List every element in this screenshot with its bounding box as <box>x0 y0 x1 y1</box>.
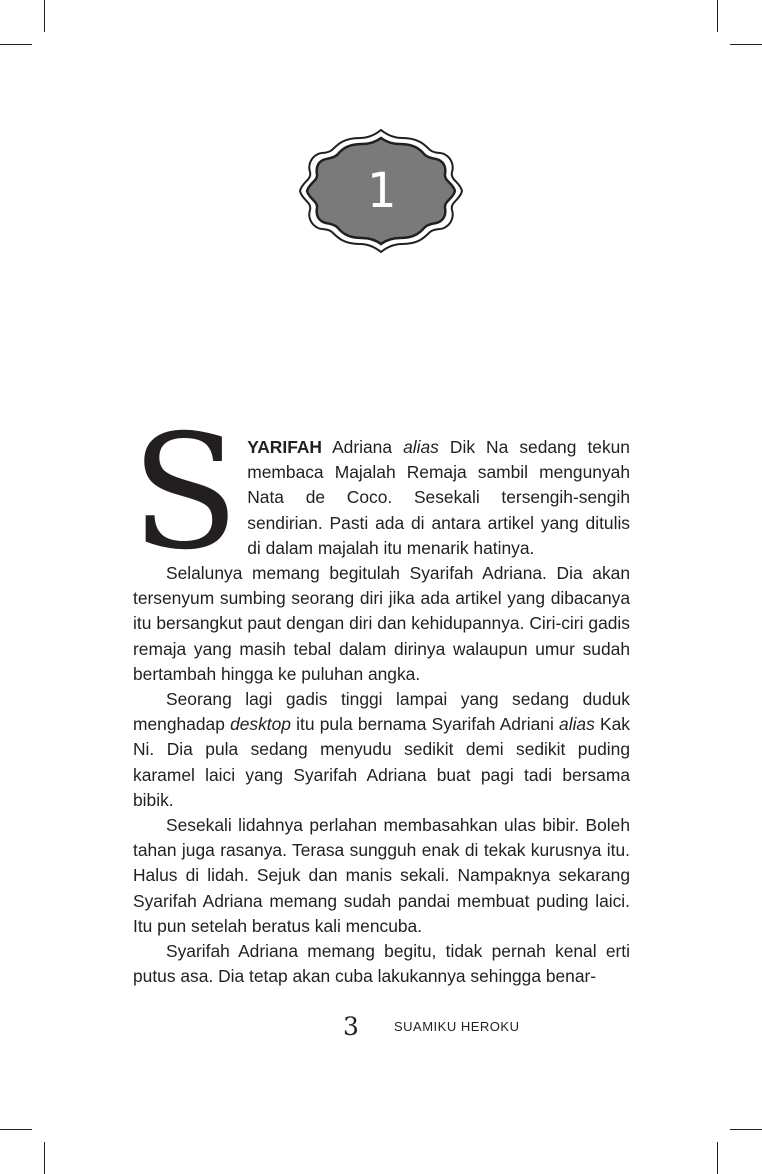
paragraph <box>133 561 630 687</box>
text-segment: Adriana <box>321 437 404 457</box>
crop-mark-top-left-h <box>0 44 32 45</box>
italic-term: alias <box>559 714 595 735</box>
crop-mark-bottom-right-h <box>730 1129 762 1130</box>
text-segment: itu pula bernama Syarifah Adriani <box>290 714 560 735</box>
italic-term: desktop <box>230 714 291 735</box>
chapter-badge <box>296 128 466 254</box>
page-footer <box>0 1012 762 1042</box>
text-segment: Sesekali lidahnya perlahan membasahkan ulas bibir. Boleh tahan juga rasanya. Terasa sungguh enak di tekak kurusnya itu. Halus di lidah. Sejuk dan manis sekali. Nampaknya sekarang Syarifah Adriana memang sudah pandai membuat puding laici. Itu pun setelah beratus kali mencuba. <box>133 815 630 936</box>
paragraph <box>133 813 630 939</box>
crop-mark-top-left <box>44 0 45 32</box>
crop-mark-bottom-left-h <box>0 1129 32 1130</box>
chapter-number: 1 <box>366 163 396 219</box>
paragraph <box>133 687 630 813</box>
text-segment: Seorang lagi gadis tinggi lampai yang sedang duduk menghadap <box>133 689 630 735</box>
text-segment: Selalunya memang begitulah Syarifah Adriana. Dia akan tersenyum sumbing seorang diri jika ada artikel yang dibacanya itu bersangkut paut dengan diri dan kehidupannya. Ciri-ciri gadis remaja yang masih tebal dalam dirinya walaupun umur sudah bertambah hingga ke puluhan angka. <box>133 563 630 684</box>
text-segment: Kak Ni. Dia pula sedang menyudu sedikit demi sedikit puding karamel laici yang Syarifah Adriana buat pagi tadi bersama bibik. <box>133 714 630 810</box>
text-segment: Dik Na sedang tekun membaca Majalah Remaja sambil mengunyah Nata de Coco. Sesekali tersengih-sengih sendirian. Pasti ada di antara artikel yang ditulis di dalam majalah itu menarik hatinya. <box>247 437 630 558</box>
running-head: SUAMIKU HEROKU <box>394 1019 520 1034</box>
page-number: 3 <box>343 1012 359 1041</box>
crop-mark-bottom-left <box>44 1142 45 1174</box>
crop-mark-bottom-right <box>717 1142 718 1174</box>
text-segment: Syarifah Adriana memang begitu, tidak pernah kenal erti putus asa. Dia tetap akan cuba lakukannya sehingga benar- <box>133 941 630 987</box>
paragraph <box>133 939 630 989</box>
paragraph <box>131 401 630 585</box>
italic-term: alias <box>403 437 439 457</box>
chapter-body <box>131 401 630 989</box>
lead-word: YARIFAH <box>247 437 322 457</box>
crop-mark-top-right <box>717 0 718 32</box>
crop-mark-top-right-h <box>730 44 762 45</box>
drop-cap: S <box>131 401 240 585</box>
